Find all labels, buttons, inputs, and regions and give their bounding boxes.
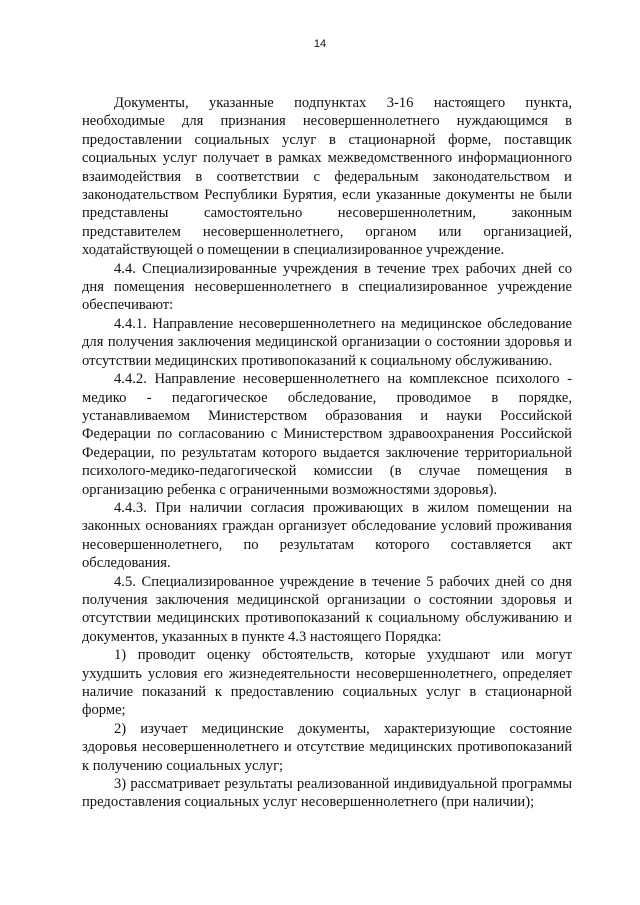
document-body <box>82 94 572 812</box>
paragraph-4-5: 4.5. Специализированное учреждение в течение 5 рабочих дней со дня получения заключения медицинской организации о состоянии здоровья и отсутствии медицинских противопоказаний к социальному обслуживанию и документов, указанных в пункте 4.3 настоящего Порядка: <box>82 573 572 645</box>
paragraph-4-4-2: 4.4.2. Направление несовершеннолетнего на комплексное психолого - медико - педагогическое обследование, проводимое в порядке, устанавливаемом Министерством образования и науки Российской Федерации по согласованию с Министерством здравоохранения Российской Федерации, по результатам которого выдается заключение территориальной психолого-медико-педагогической комиссии (в случае помещения в организацию ребенка с ограниченными возможностями здоровья). <box>82 371 572 498</box>
paragraph-4-4-1: 4.4.1. Направление несовершеннолетнего на медицинское обследование для получения заключения медицинской организации о состоянии здоровья и отсутствии медицинских противопоказаний к социальному обслуживанию. <box>82 315 572 369</box>
list-item-3: 3) рассматривает результаты реализованной индивидуальной программы предоставления социальных услуг несовершеннолетнего (при наличии); <box>82 776 572 811</box>
paragraph-documents-interagency: Документы, указанные подпунктах 3-16 настоящего пункта, необходимые для признания несовершеннолетнего нуждающимся в предоставлении социальных услуг в стационарной форме, поставщик социальных услуг получает в рамках межведомственного информационного взаимодействия в соответствии с федеральным законодательством и законодательством Республики Бурятия, если указанные документы не были представлены самостоятельно несовершеннолетним, законным представителем несовершеннолетнего, органом или организацией, ходатайствующей о помещении в специализированное учреждение. <box>82 95 572 259</box>
page-number: 14 <box>313 38 327 50</box>
list-item-2: 2) изучает медицинские документы, характеризующие состояние здоровья несовершеннолетнего и отсутствие медицинских противопоказаний к получению социальных услуг; <box>82 720 572 774</box>
list-item-1: 1) проводит оценку обстоятельств, которые ухудшают или могут ухудшить условия его жизнедеятельности несовершеннолетнего, определяет наличие показаний к предоставлению социальных услуг в стационарной форме; <box>82 647 572 719</box>
paragraph-4-4-3: 4.4.3. При наличии согласия проживающих в жилом помещении на законных основаниях граждан организует обследование условий проживания несовершеннолетнего, по результатам которого составляется акт обследования. <box>82 499 572 572</box>
paragraph-4-4: 4.4. Специализированные учреждения в течение трех рабочих дней со дня помещения несовершеннолетнего в специализированное учреждение обеспечивают: <box>82 260 572 314</box>
